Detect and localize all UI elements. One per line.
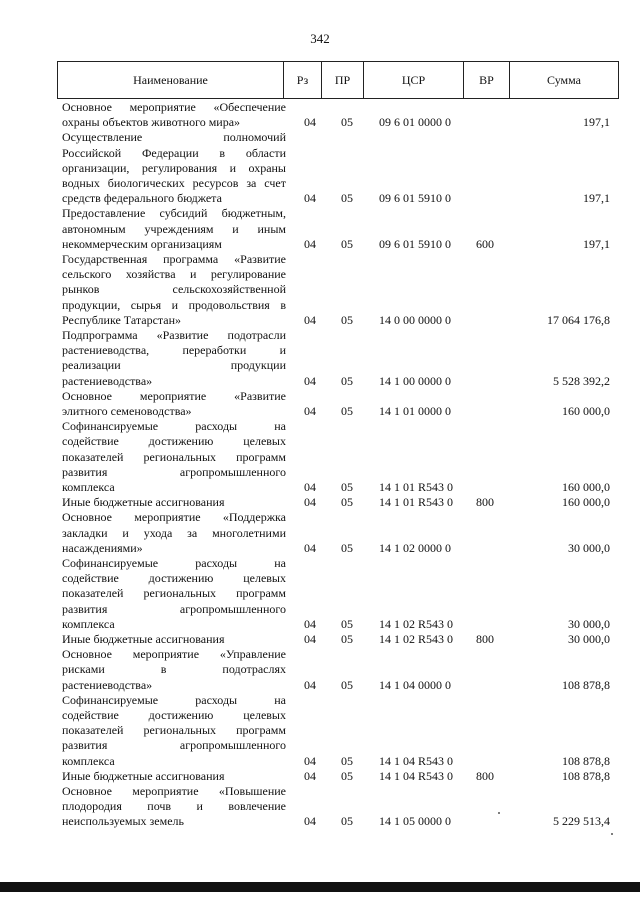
row-name <box>62 206 286 252</box>
row-name-line: сельского хозяйства и регулирование <box>62 267 286 282</box>
row-name <box>62 647 286 693</box>
row-csr: 14 1 01 R543 0 <box>379 495 454 510</box>
row-name-line: неиспользуемых земель <box>62 814 184 829</box>
table-row <box>0 252 640 328</box>
row-pr: 05 <box>341 616 353 631</box>
row-rz: 04 <box>304 479 316 494</box>
row-rz: 04 <box>304 495 316 510</box>
row-csr: 14 1 02 R543 0 <box>379 616 454 631</box>
row-name-line: показателей региональных программ <box>62 586 286 601</box>
row-name-line: Основное мероприятие «Повышение <box>62 783 286 798</box>
row-csr: 14 1 02 R543 0 <box>379 631 454 646</box>
row-pr: 05 <box>341 191 353 206</box>
row-name <box>62 784 286 830</box>
table-header <box>57 61 619 99</box>
row-rz: 04 <box>304 403 316 418</box>
row-name-line: комплекса <box>62 616 115 631</box>
table-row <box>0 495 640 510</box>
row-name-line: показателей региональных программ <box>62 723 286 738</box>
row-name-line: Иные бюджетные ассигнования <box>62 495 225 510</box>
row-name <box>62 769 286 784</box>
row-rz: 04 <box>304 677 316 692</box>
row-pr: 05 <box>341 814 353 829</box>
row-name-line: закладки и ухода за многолетними <box>62 525 286 540</box>
header-name: Наименование <box>58 62 284 98</box>
row-name-line: Предоставление субсидий бюджетным, <box>62 206 286 221</box>
table-row <box>0 647 640 693</box>
row-sum: 197,1 <box>583 236 610 251</box>
row-name-line: некоммерческим организациям <box>62 236 222 251</box>
row-name-line: растениеводства» <box>62 373 153 388</box>
row-name-line: организации, регулирования и охраны <box>62 160 286 175</box>
row-pr: 05 <box>341 495 353 510</box>
row-name-line: Основное мероприятие «Управление <box>62 647 286 662</box>
row-name-line: комплекса <box>62 753 115 768</box>
row-name-line: содействие достижению целевых <box>62 434 286 449</box>
row-pr: 05 <box>341 768 353 783</box>
row-rz: 04 <box>304 814 316 829</box>
row-sum: 108 878,8 <box>562 677 610 692</box>
row-name-line: Основное мероприятие «Обеспечение <box>62 100 286 114</box>
row-rz: 04 <box>304 616 316 631</box>
row-pr: 05 <box>341 540 353 555</box>
header-csr: ЦСР <box>364 62 464 98</box>
row-name <box>62 130 286 206</box>
row-rz: 04 <box>304 115 316 130</box>
table-row <box>0 389 640 419</box>
table-row <box>0 419 640 495</box>
row-name <box>62 510 286 556</box>
row-rz: 04 <box>304 753 316 768</box>
row-pr: 05 <box>341 677 353 692</box>
row-sum: 160 000,0 <box>562 479 610 494</box>
scan-speck <box>498 812 500 814</box>
scan-speck <box>611 833 613 835</box>
row-sum: 5 229 513,4 <box>553 814 610 829</box>
row-sum: 108 878,8 <box>562 753 610 768</box>
row-name-line: Осуществление полномочий <box>62 130 286 145</box>
row-csr: 14 1 02 0000 0 <box>379 540 451 555</box>
row-sum: 30 000,0 <box>568 631 610 646</box>
row-name-line: элитного семеноводства» <box>62 403 192 418</box>
scan-border <box>0 882 640 892</box>
table-row <box>0 206 640 252</box>
row-rz: 04 <box>304 236 316 251</box>
table-row <box>0 784 640 830</box>
row-vr: 800 <box>476 631 494 646</box>
row-name <box>62 556 286 632</box>
row-rz: 04 <box>304 191 316 206</box>
table-row <box>0 510 640 556</box>
row-name-line: водных биологических ресурсов за счет <box>62 176 286 190</box>
row-csr: 14 0 00 0000 0 <box>379 312 451 327</box>
row-name <box>62 495 286 510</box>
row-pr: 05 <box>341 373 353 388</box>
row-name <box>62 693 286 769</box>
row-csr: 09 6 01 5910 0 <box>379 191 451 206</box>
table-row <box>0 632 640 647</box>
table-body <box>0 100 640 830</box>
row-name-line: содействие достижению целевых <box>62 707 286 722</box>
row-sum: 5 528 392,2 <box>553 373 610 388</box>
row-rz: 04 <box>304 768 316 783</box>
row-sum: 17 064 176,8 <box>547 312 610 327</box>
row-vr: 800 <box>476 768 494 783</box>
row-csr: 14 1 00 0000 0 <box>379 373 451 388</box>
row-name-line: развития агропромышленного <box>62 464 286 479</box>
row-name-line: Российской Федерации в области <box>62 145 286 160</box>
row-rz: 04 <box>304 373 316 388</box>
row-pr: 05 <box>341 115 353 130</box>
table-row <box>0 328 640 389</box>
row-name-line: автономным учреждениям и иным <box>62 221 286 236</box>
row-csr: 09 6 01 0000 0 <box>379 115 451 130</box>
row-name-line: реализации продукции <box>62 358 286 373</box>
header-vr: ВР <box>464 62 510 98</box>
row-csr: 14 1 04 0000 0 <box>379 677 451 692</box>
row-name <box>62 328 286 389</box>
row-name-line: Софинансируемые расходы на <box>62 419 286 434</box>
row-name-line: Основное мероприятие «Развитие <box>62 388 286 403</box>
row-name-line: Республике Татарстан» <box>62 312 182 327</box>
table-row <box>0 769 640 784</box>
row-name <box>62 252 286 328</box>
row-name <box>62 100 286 130</box>
row-pr: 05 <box>341 403 353 418</box>
row-sum: 197,1 <box>583 191 610 206</box>
table-row <box>0 130 640 206</box>
table-row <box>0 556 640 632</box>
row-name-line: растениеводства, переработки и <box>62 343 286 358</box>
row-name-line: продукции, сырья и продовольствия в <box>62 297 286 312</box>
table-row <box>0 693 640 769</box>
header-pr: ПР <box>322 62 364 98</box>
row-csr: 14 1 01 R543 0 <box>379 479 454 494</box>
row-name <box>62 419 286 495</box>
page-number: 342 <box>310 31 330 46</box>
row-vr: 600 <box>476 236 494 251</box>
header-rz: Рз <box>284 62 322 98</box>
row-name-line: растениеводства» <box>62 677 153 692</box>
row-name-line: рисками в подотраслях <box>62 662 286 677</box>
row-rz: 04 <box>304 631 316 646</box>
row-name-line: комплекса <box>62 479 115 494</box>
row-name-line: охраны объектов животного мира» <box>62 115 241 130</box>
row-pr: 05 <box>341 312 353 327</box>
row-name-line: Государственная программа «Развитие <box>62 251 286 266</box>
row-sum: 197,1 <box>583 115 610 130</box>
row-rz: 04 <box>304 540 316 555</box>
row-vr: 800 <box>476 495 494 510</box>
row-name-line: содействие достижению целевых <box>62 571 286 586</box>
row-csr: 09 6 01 5910 0 <box>379 236 451 251</box>
row-rz: 04 <box>304 312 316 327</box>
row-csr: 14 1 05 0000 0 <box>379 814 451 829</box>
row-name <box>62 632 286 647</box>
row-csr: 14 1 04 R543 0 <box>379 753 454 768</box>
row-name-line: насаждениями» <box>62 540 143 555</box>
row-name-line: Основное мероприятие «Поддержка <box>62 510 286 525</box>
row-sum: 30 000,0 <box>568 540 610 555</box>
row-sum: 108 878,8 <box>562 768 610 783</box>
row-pr: 05 <box>341 753 353 768</box>
row-sum: 160 000,0 <box>562 495 610 510</box>
row-name <box>62 389 286 419</box>
row-name-line: развития агропромышленного <box>62 601 286 616</box>
row-pr: 05 <box>341 479 353 494</box>
row-sum: 30 000,0 <box>568 616 610 631</box>
row-name-line: Софинансируемые расходы на <box>62 555 286 570</box>
row-name-line: плодородия почв и вовлечение <box>62 799 286 814</box>
row-name-line: Подпрограмма «Развитие подотрасли <box>62 327 286 342</box>
row-name-line: Иные бюджетные ассигнования <box>62 631 225 646</box>
row-name-line: показателей региональных программ <box>62 449 286 464</box>
row-csr: 14 1 01 0000 0 <box>379 403 451 418</box>
table-row <box>0 100 640 130</box>
row-name-line: Софинансируемые расходы на <box>62 692 286 707</box>
row-name-line: Иные бюджетные ассигнования <box>62 768 225 783</box>
row-name-line: рынков сельскохозяйственной <box>62 282 286 297</box>
row-csr: 14 1 04 R543 0 <box>379 768 454 783</box>
row-sum: 160 000,0 <box>562 403 610 418</box>
row-pr: 05 <box>341 236 353 251</box>
header-sum: Сумма <box>547 73 581 87</box>
row-name-line: средств федерального бюджета <box>62 191 222 206</box>
row-pr: 05 <box>341 631 353 646</box>
row-name-line: развития агропромышленного <box>62 738 286 753</box>
